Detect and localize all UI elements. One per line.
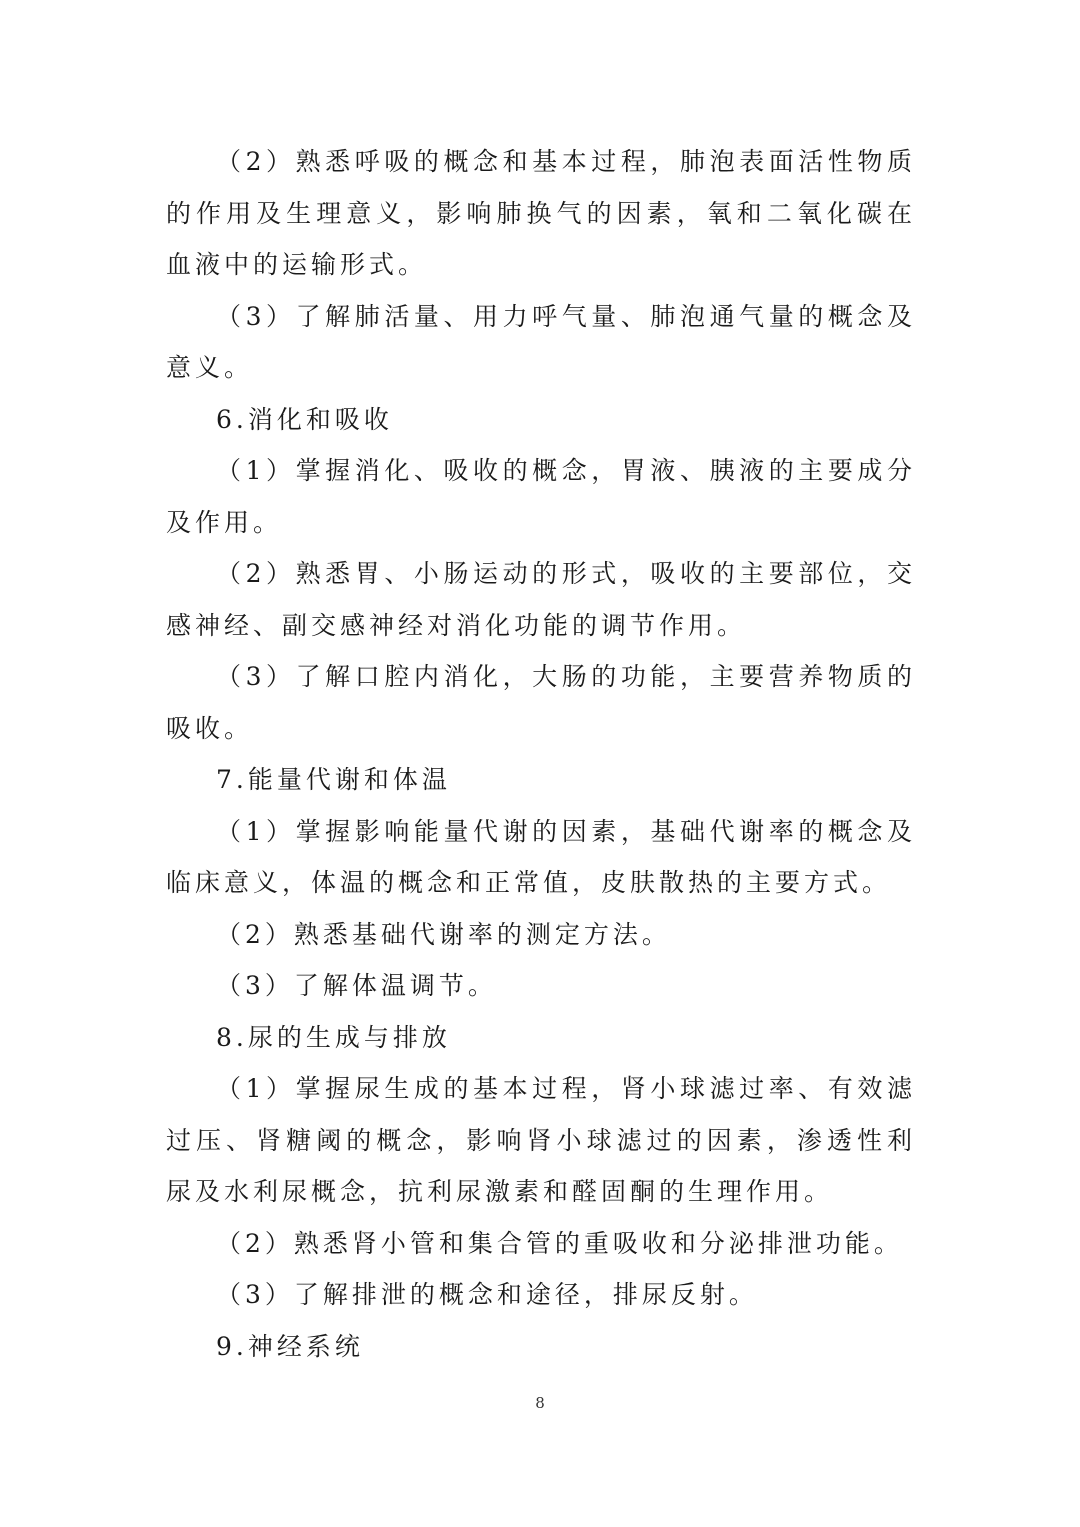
paragraph-digestion-3: （3）了解口腔内消化，大肠的功能，主要营养物质的吸收。 (166, 662, 916, 743)
paragraph-energy-1: （1）掌握影响能量代谢的因素，基础代谢率的概念及临床意义，体温的概念和正常值，皮肤散热的主要方式。 (166, 816, 916, 897)
paragraph-urine-2: （2）熟悉肾小管和集合管的重吸收和分泌排泄功能。 (216, 1228, 903, 1258)
page-number: 8 (535, 1394, 545, 1412)
paragraph-urine-3: （3）了解排泄的概念和途径，排尿反射。 (216, 1280, 758, 1309)
paragraph-respiration-3: （3）了解肺活量、用力呼气量、肺泡通气量的概念及意义。 (166, 301, 916, 382)
section-heading-nervous-system: 9.神经系统 (216, 1331, 364, 1361)
section-heading-energy-metabolism: 7.能量代谢和体温 (216, 765, 451, 794)
paragraph-urine-1: （1）掌握尿生成的基本过程，肾小球滤过率、有效滤过压、肾糖阈的概念，影响肾小球滤过的因素，渗透性利尿及水利尿概念，抗利尿激素和醛固酮的生理作用。 (166, 1074, 916, 1206)
paragraph-respiration-2: （2）熟悉呼吸的概念和基本过程，肺泡表面活性物质的作用及生理意义，影响肺换气的因素，氧和二氧化碳在血液中的运输形式。 (166, 147, 916, 279)
section-heading-urine: 8.尿的生成与排放 (216, 1022, 451, 1052)
paragraph-energy-2: （2）熟悉基础代谢率的测定方法。 (216, 919, 671, 949)
page-content (166, 136, 916, 1372)
paragraph-digestion-1: （1）掌握消化、吸收的概念，胃液、胰液的主要成分及作用。 (166, 456, 916, 537)
paragraph-energy-3: （3）了解体温调节。 (216, 971, 497, 1000)
section-heading-digestion: 6.消化和吸收 (216, 404, 393, 434)
paragraph-digestion-2: （2）熟悉胃、小肠运动的形式，吸收的主要部位，交感神经、副交感神经对消化功能的调节作用。 (166, 559, 916, 640)
